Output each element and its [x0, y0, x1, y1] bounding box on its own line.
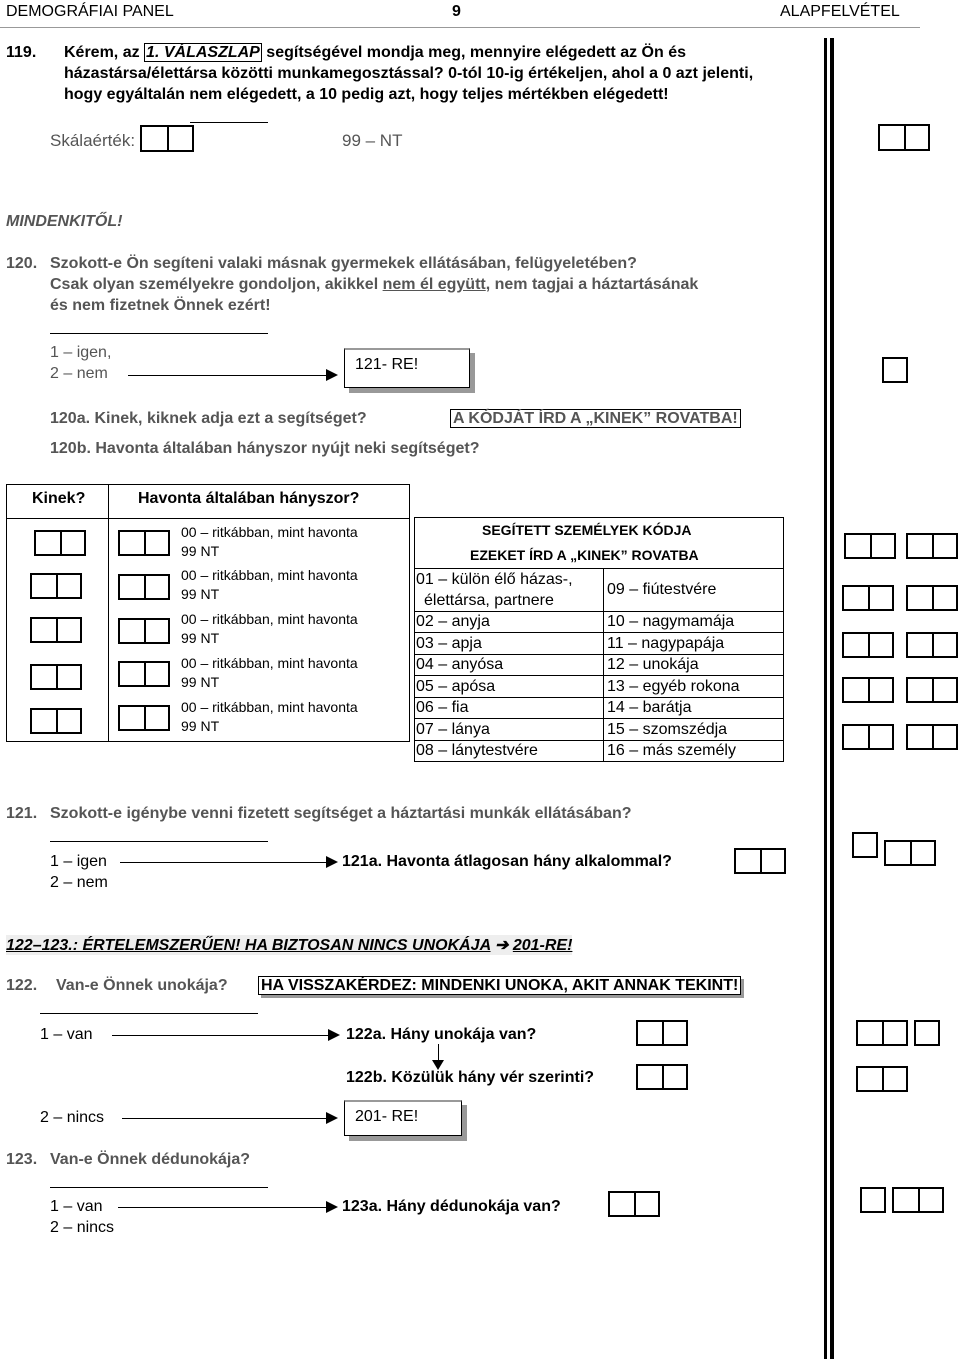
row3-opt1: 00 – ritkábban, mint havonta [181, 611, 358, 627]
codes-rule-7 [414, 740, 784, 741]
q120-skip-box [344, 348, 470, 388]
right-margin-bar-2 [830, 38, 834, 1359]
row1-opt1: 00 – ritkábban, mint havonta [181, 524, 358, 540]
code-07: 07 – lánya [416, 721, 490, 738]
q122-skip-label: 201- RE! [355, 1108, 419, 1125]
code-05: 05 – apósa [416, 678, 496, 695]
q121a-text: 121a. Havonta átlagosan hány alkalommal? [342, 853, 672, 870]
q119-line1: Kérem, az 1. VÁLASZLAP segítségével mondja meg, mennyire elégedett az Ön és [64, 44, 686, 61]
q120-code-box[interactable] [882, 357, 908, 383]
havonta-box-5[interactable] [118, 705, 170, 731]
q121-arrow-head-icon [326, 856, 338, 868]
q122-rule [40, 1013, 258, 1014]
code-01-line2: élettársa, partnere [424, 592, 554, 609]
q121-opt2: 2 – nem [50, 874, 108, 891]
right-margin-bar [824, 38, 827, 1359]
q121a-box[interactable] [734, 848, 786, 874]
right-box-3a[interactable] [842, 632, 894, 658]
q123a-box[interactable] [608, 1191, 660, 1217]
q120-line1: Szokott-e Ön segíteni valaki másnak gyermekek ellátásában, felügyeletében? [50, 255, 637, 272]
q119-line3: hogy egyáltalán nem elégedett, a 10 pedig azt, hogy teljes mértékben elégedett! [64, 86, 669, 103]
code-08: 08 – lánytestvére [416, 742, 538, 759]
q122-skip-box [344, 1100, 462, 1136]
scale-input-box[interactable] [140, 125, 194, 152]
q120-rule [50, 333, 268, 334]
header-rule [0, 27, 920, 28]
right-box-4a[interactable] [842, 677, 894, 703]
row2-opt2: 99 NT [181, 586, 220, 602]
scale-label: Skálaérték: [50, 131, 136, 150]
havonta-box-4[interactable] [118, 661, 170, 687]
row1-opt2: 99 NT [181, 543, 220, 559]
q120a-instruction: A KÓDJÁT ÍRD A „KINEK” ROVATBA! [450, 410, 741, 428]
codes-rule-4 [414, 675, 784, 676]
q122-opt2: 2 – nincs [40, 1109, 105, 1126]
q122-number: 122. [6, 977, 38, 994]
code-04: 04 – anyósa [416, 656, 504, 673]
row3-opt2: 99 NT [181, 630, 220, 646]
code-13: 13 – egyéb rokona [607, 678, 740, 695]
q123-opt2: 2 – nincs [50, 1219, 115, 1236]
codes-rule-5 [414, 697, 784, 698]
right-box-1b[interactable] [906, 533, 958, 559]
q120-skip-label: 121- RE! [355, 356, 419, 373]
codes-rule-0 [414, 568, 784, 569]
code-10: 10 – nagymamája [607, 613, 735, 630]
q122b-box[interactable] [636, 1064, 688, 1090]
q121-rule [50, 841, 268, 842]
row2-opt1: 00 – ritkábban, mint havonta [181, 567, 358, 583]
instruction-all: MINDENKITŐL! [6, 213, 123, 230]
q123-text: Van-e Önnek dédunokája? [50, 1151, 251, 1168]
code-12: 12 – unokája [607, 656, 699, 673]
page-number: 9 [452, 3, 461, 20]
q120-arrow-head-icon [326, 369, 338, 381]
q120-line2: Csak olyan személyekre gondoljon, akikkel nem él együtt, nem tagjai a háztartásának [50, 276, 699, 293]
code-01-line1: 01 – külön élő házas-, [416, 571, 573, 588]
header-left: DEMOGRÁFIAI PANEL [6, 3, 174, 20]
q123-rule [50, 1187, 268, 1188]
right-box-1a[interactable] [844, 533, 896, 559]
grid-header-rule [6, 518, 410, 519]
q122-text: Van-e Önnek unokája? [56, 977, 228, 994]
q122b-code-box[interactable] [856, 1066, 908, 1092]
q120-opt1: 1 – igen, [50, 344, 112, 361]
right-box-2a[interactable] [842, 585, 894, 611]
havonta-box-2[interactable] [118, 574, 170, 600]
q123-opt1: 1 – van [50, 1198, 103, 1215]
q119-rule [190, 122, 268, 123]
codes-rule-3 [414, 654, 784, 655]
code-03: 03 – apja [416, 635, 482, 652]
grid-divider [108, 484, 109, 742]
codes-rule-6 [414, 718, 784, 719]
code-02: 02 – anyja [416, 613, 490, 630]
q122-opt1: 1 – van [40, 1026, 93, 1043]
q121-code-box[interactable] [852, 832, 878, 858]
row4-opt1: 00 – ritkábban, mint havonta [181, 655, 358, 671]
q123-code-box[interactable] [860, 1187, 886, 1213]
q119-line2: házastársa/élettársa közötti munkamegosztással? 0-tól 10-ig értékeljen, ahol a 0 azt jelenti, [64, 65, 754, 82]
kinek-box-1[interactable] [34, 530, 86, 556]
instruction-122-123: 122–123.: ÉRTELEMSZERŰEN! HA BIZTOSAN NINCS UNOKÁJA ➔ 201-RE! [6, 937, 573, 954]
q122a-code-box[interactable] [856, 1020, 908, 1046]
q120-line3: és nem fizetnek Önnek ezért! [50, 297, 271, 314]
row5-opt1: 00 – ritkábban, mint havonta [181, 699, 358, 715]
q120b-text: 120b. Havonta általában hányszor nyújt neki segítséget? [50, 440, 480, 457]
q120-opt2: 2 – nem [50, 365, 108, 382]
codes-title-1: SEGÍTETT SZEMÉLYEK KÓDJA [482, 522, 692, 538]
q122-skip-arrow [122, 1118, 328, 1119]
q123-number: 123. [6, 1151, 38, 1168]
q123a-text: 123a. Hány dédunokája van? [342, 1198, 561, 1215]
row4-opt2: 99 NT [181, 674, 220, 690]
kinek-box-4[interactable] [30, 664, 82, 690]
kinek-box-5[interactable] [30, 708, 82, 734]
right-box-5b[interactable] [906, 724, 958, 750]
q123-arrow [118, 1207, 328, 1208]
q120-skip-arrow [128, 375, 328, 376]
right-box-3b[interactable] [906, 632, 958, 658]
q122b-text: 122b. Közülük hány vér szerinti? [346, 1069, 595, 1086]
right-box-5a[interactable] [842, 724, 894, 750]
code-15: 15 – szomszédja [607, 721, 728, 738]
codes-rule-1 [414, 611, 784, 612]
q122-instruction: HA VISSZAKÉRDEZ: MINDENKI UNOKA, AKIT ANNAK TEKINT! [258, 977, 741, 995]
q121-text: Szokott-e igénybe venni fizetett segítséget a háztartási munkák ellátásában? [50, 805, 632, 822]
q121a-code-box[interactable] [884, 840, 936, 866]
q119-code-box[interactable] [878, 124, 930, 151]
codes-title-2: EZEKET ÍRD A „KINEK” ROVATBA [470, 547, 699, 563]
havonta-box-3[interactable] [118, 618, 170, 644]
codes-divider [603, 568, 604, 762]
q122a-text: 122a. Hány unokája van? [346, 1026, 537, 1043]
q120a-text: 120a. Kinek, kiknek adja ezt a segítséget? [50, 410, 367, 427]
q122-skip-arrow-head-icon [326, 1112, 338, 1124]
code-11: 11 – nagypapája [607, 635, 725, 652]
code-09: 09 – fiútestvére [607, 581, 717, 598]
q120-number: 120. [6, 255, 38, 272]
havonta-box-1[interactable] [118, 530, 170, 556]
q123a-code-box[interactable] [892, 1187, 944, 1213]
valaszlap-ref: 1. VÁLASZLAP [146, 44, 260, 61]
right-box-4b[interactable] [906, 677, 958, 703]
q121-opt1: 1 – igen [50, 853, 107, 870]
code-06: 06 – fia [416, 699, 469, 716]
code-14: 14 – barátja [607, 699, 692, 716]
right-box-2b[interactable] [906, 585, 958, 611]
kinek-box-2[interactable] [30, 573, 82, 599]
row5-opt2: 99 NT [181, 718, 220, 734]
q123-arrow-head-icon [326, 1201, 338, 1213]
q122a-box[interactable] [636, 1020, 688, 1046]
code-16: 16 – más személy [607, 742, 736, 759]
col-havonta: Havonta általában hányszor? [138, 490, 360, 507]
codes-rule-2 [414, 632, 784, 633]
q119-nt: 99 – NT [342, 131, 403, 150]
q122-code-box[interactable] [914, 1020, 940, 1046]
q122-arrow [112, 1035, 330, 1036]
q121-number: 121. [6, 805, 38, 822]
kinek-box-3[interactable] [30, 617, 82, 643]
q119-number: 119. [6, 44, 37, 61]
col-kinek: Kinek? [32, 490, 86, 507]
header-right: ALAPFELVÉTEL [780, 3, 900, 20]
q121-arrow [120, 862, 328, 863]
q122-arrow-head-icon [328, 1029, 340, 1041]
